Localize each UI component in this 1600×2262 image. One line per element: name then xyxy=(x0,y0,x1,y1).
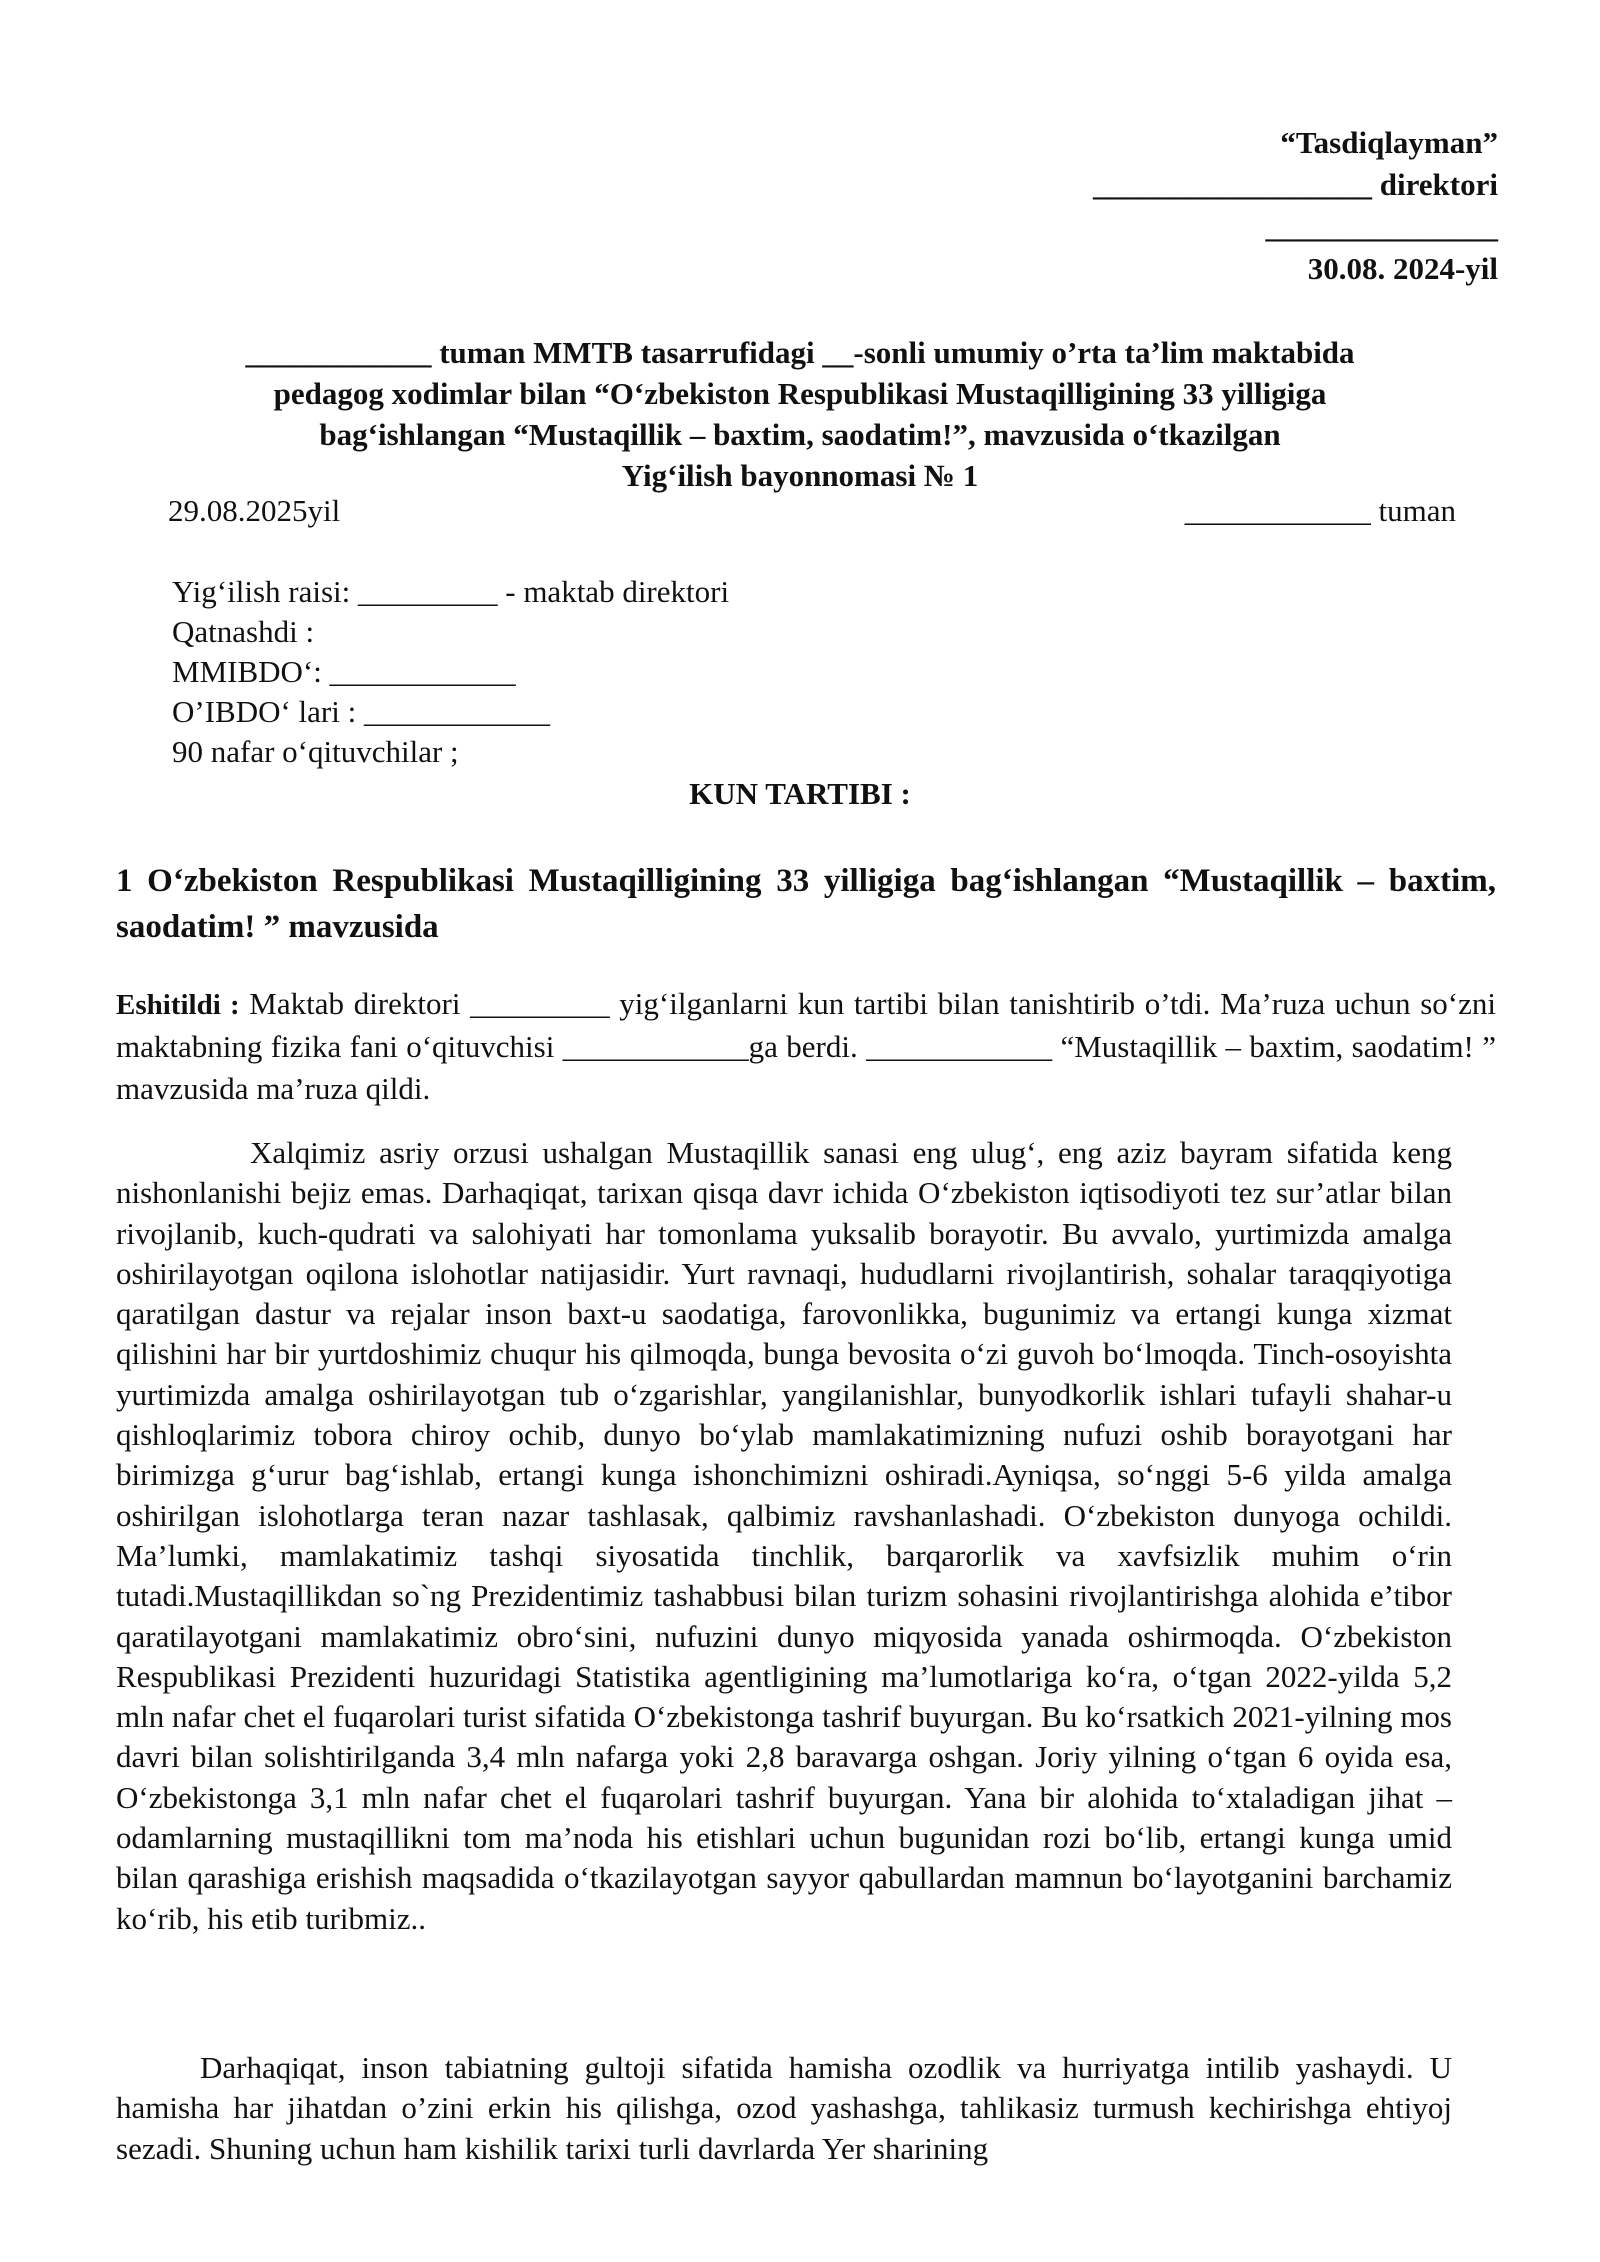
agenda-item-1: 1 O‘zbekiston Respublikasi Mustaqilligining 33 yilligiga bag‘ishlangan “Mustaqillik – baxtim, saodatim! ” mavzusida xyxy=(116,863,1496,945)
document-title xyxy=(150,332,1450,496)
body-paragraph-1: Xalqimiz asriy orzusi ushalgan Mustaqillik sanasi eng ulug‘, eng aziz bayram sifatida keng nishonlanishi bejiz emas. Darhaqiqat, tarixan qisqa davr ichida O‘zbekiston iqtisodiyoti tez sur’atlar bilan rivojlanib, kuch-qudrati va salohiyati har tomonlama yuksalib borayotir. Bu avvalo, yurtimizda amalga oshirilayotgan oqilona islohotlar natijasidir. Yurt ravnaqi, hududlarni rivojlantirish, sohalar taraqqiyotiga qaratilgan dastur va rejalar inson baxt-u saodatiga, farovonlikka, bugunimiz va ertangi kunga xizmat qilishini har bir yurtdoshimiz chuqur his qilmoqda, bunga bevosita o‘zi guvoh bo‘lmoqda. Tinch-osoyishta yurtimizda amalga oshirilayotgan tub o‘zgarishlar, yangilanishlar, bunyodkorlik ishlari tufayli shahar-u qishloqlarimiz tobora chiroy ochib, dunyo bo‘ylab mamlakatimizning nufuzi oshib borayotgani har birimizga g‘urur bag‘ishlab, ertangi kunga ishonchimizni oshiradi.Ayniqsa, so‘nggi 5-6 yilda amalga oshirilgan islohotlarga teran nazar tashlasak, qalbimiz ravshanlashadi. O‘zbekiston dunyoga ochildi. Ma’lumki, mamlakatimiz tashqi siyosatida tinchlik, barqarorlik va xavfsizlik muhim o‘rin tutadi.Mustaqillikdan so`ng Prezidentimiz tashabbusi bilan turizm sohasini rivojlantirishga alohida e’tibor qaratilayotgani mamlakatimiz obro‘sini, nufuzini dunyo miqyosida yanada oshirmoqda. O‘zbekiston Respublikasi Prezidenti huzuridagi Statistika agentligining ma’lumotlariga ko‘ra, o‘tgan 2022-yilda 5,2 mln nafar chet el fuqarolari turist sifatida O‘zbekistonga tashrif buyurgan. Bu ko‘rsatkich 2021-yilning mos davri bilan solishtirilganda 3,4 mln nafarga yoki 2,8 baravarga oshgan. Joriy yilning o‘tgan 6 oyida esa, O‘zbekistonga 3,1 mln nafar chet el fuqarolari tashrif buyurgan. Yana bir alohida to‘xtaladigan jihat – odamlarning mustaqillikni tom ma’noda his etishlari uchun bugunidan rozi bo‘lib, ertangi kunga umid bilan qarashiga erishish maqsadida o‘tkazilayotgan sayyor qabullardan mamnun bo‘layotganini barchamiz ko‘rib, his etib turibmiz.. xyxy=(116,1135,1452,1936)
body-paragraph-2: Darhaqiqat, inson tabiatning gultoji sifatida hamisha ozodlik va hurriyatga intilib yashaydi. U hamisha har jihatdan o’zini erkin his qilishga, ozod yashashga, tahlikasiz turmush kechirishga ehtiyoj sezadi. Shuning uchun ham kishilik tarixi turli davrlarda Yer sharining xyxy=(116,2050,1452,2166)
heard-label: Eshitildi : xyxy=(116,989,240,1021)
title-line-2: pedagog xodimlar bilan “O‘zbekiston Respublikasi Mustaqilligining 33 yilligiga xyxy=(273,376,1327,411)
approval-signature-line: _______________ xyxy=(1265,209,1498,244)
meeting-date-place xyxy=(168,491,1456,531)
agenda-heading: KUN TARTIBI : xyxy=(689,776,911,811)
meeting-chair: Yig‘ilish raisi: _________ - maktab direktori xyxy=(172,574,730,609)
meeting-place: ____________ tuman xyxy=(1184,493,1456,528)
title-line-1: ____________ tuman MMTB tasarrufidagi __-sonli umumiy o’rta ta’lim maktabida xyxy=(245,335,1355,370)
title-line-4: Yig‘ilish bayonnomasi № 1 xyxy=(621,458,979,493)
approval-block xyxy=(978,122,1498,290)
meeting-date: 29.08.2025yil xyxy=(168,493,341,528)
participants-block xyxy=(172,572,729,772)
participants-teachers: 90 nafar o‘qituvchilar ; xyxy=(172,734,459,769)
participants-present: Qatnashdi : xyxy=(172,614,315,649)
approval-director-line: __________________ direktori xyxy=(1093,167,1498,202)
approval-date: 30.08. 2024-yil xyxy=(1307,251,1498,286)
participants-oibdo: O’IBDO‘ lari : ____________ xyxy=(172,694,550,729)
title-line-3: bag‘ishlangan “Mustaqillik – baxtim, saodatim!”, mavzusida o‘tkazilgan xyxy=(319,417,1281,452)
heard-section xyxy=(116,983,1496,1110)
heard-text: Maktab direktori _________ yig‘ilganlarni kun tartibi bilan tanishtirib o’tdi. Ma’ruza uchun so‘zni maktabning fizika fani o‘qituvchisi ____________ga berdi. ____________ “Mustaqillik – baxtim, saodatim! ” mavzusida ma’ruza qildi. xyxy=(116,986,1496,1106)
participants-mmibdo: MMIBDO‘: ____________ xyxy=(172,654,516,689)
approval-title: “Tasdiqlayman” xyxy=(1280,125,1498,160)
